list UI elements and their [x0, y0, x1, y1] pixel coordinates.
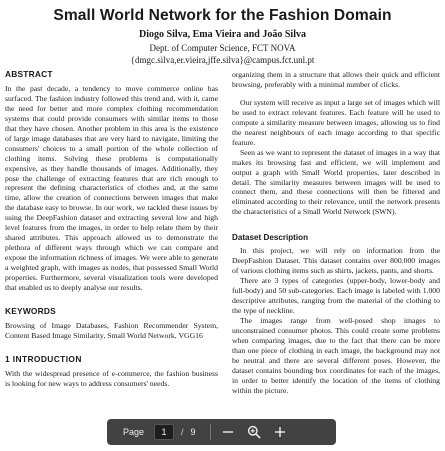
dataset-paragraph-2: There are 3 types of categories (upper-body, lower-body and full-body) and 50 sub-categories. Each image is labeled with 1.000 descriptive attributes, ranging from the material of the clothing to the type of neckline.: [232, 276, 440, 316]
zoom-in-button[interactable]: [271, 423, 289, 441]
introduction-text: With the widespread presence of e-commerce, the fashion business is looking for new ways to address consumers' needs.: [5, 368, 218, 388]
paper-affiliation: Dept. of Computer Science, FCT NOVA: [149, 43, 296, 53]
keywords-text: Browsing of Image Databases, Fashion Recommender System, Content Based Image Similarity, Small World Network, VGG16: [5, 320, 218, 340]
dataset-heading: Dataset Description: [232, 233, 309, 243]
magnifier-icon: [247, 425, 261, 439]
zoom-out-button[interactable]: [219, 423, 237, 441]
left-column: [5, 70, 218, 389]
keywords-heading: KEYWORDS: [5, 305, 56, 316]
abstract-heading: ABSTRACT: [5, 69, 53, 79]
current-page-input[interactable]: 1: [154, 424, 174, 440]
dataset-paragraph-1: In this project, we will rely on information from the DeepFashion Dataset. This dataset contains over 800.000 images of various clothing items such as shirts, jackets, pants, and shorts.: [232, 246, 440, 276]
page-separator: /: [181, 427, 184, 437]
minus-icon: [222, 426, 234, 438]
paper-title: Small World Network for the Fashion Domain: [53, 7, 392, 24]
right-column: [232, 70, 440, 396]
toolbar-divider: [210, 424, 211, 440]
zoom-button[interactable]: [245, 423, 263, 441]
right-paragraph-2: Our system will receive as input a large set of images which will be used to extract relevant features. Each feature will be used to compute a similarity measure between images, allowing us to find the nearest neighbours of each image according to that specific feature.: [232, 97, 440, 147]
paper-authors: Diogo Silva, Ema Vieira and João Silva: [139, 29, 306, 40]
dataset-paragraph-3: The images range from well-posed shop images to unconstrained consumer photos. This could create some problems when comparing images, due to the fact that there can be more than one piece of clothing in each image, the background may not be neutral and there are several different poses. However, the dataset contains bounding box coordinates for each of the images, in order to better identify the location of the items of clothing within the picture.: [232, 315, 440, 395]
right-paragraph-1: organizing them in a structure that allows their quick and efficient browsing, preferably with a minimal number of clicks.: [232, 70, 440, 89]
total-pages: 9: [190, 427, 196, 437]
abstract-text: In the past decade, a tendency to move commerce online has surfaced. The fashion industry followed this trend and, with it, came the need for better and more complex clothing recommendation systems that could provide consumers with similar items to those that they have chosen. Another problem in this area is the existence of large image databases that are very hard to navigate, limiting the consumers' choices to a small portion of the whole collection of clothing items. Solving these problems is computationally expensive, as they handle thousands of images. Additionally, they pose the challenge of extracting features that are rich enough to represent the defining characteristics of clothes and, at the same time, allow the creation of connections between images that make the database easy to browse. In our work, we tackled these issues by using the DeepFashion dataset and extracting several low and high level features from the images, in order to help relate them by their shared attributes. This approach allowed us to demonstrate the plethora of different ways through which we can compare and expose the information richness of images. We were able to generate a weighted graph, with images as nodes, that possessed Small World properties. Furthermore, several visualization tools were developed that enabled us to deeply analyse our results.: [5, 83, 218, 293]
plus-icon: [274, 426, 286, 438]
right-paragraph-3: Seen as we want to represent the dataset of images in a way that makes its browsing fast and efficient, we will implement and output a graph with Small World properties, later described in detail. The similarity measures between images will be used to connect them, and these connections will then be filtered and eliminated according to their relevance, until the network presents the characteristics of a Small World Network (SWN).: [232, 147, 440, 217]
page-label: Page: [123, 427, 145, 437]
pdf-viewer-toolbar: [107, 419, 336, 445]
paper-email: {dmgc.silva,er.vieira,jffe.silva}@campus.fct.unl.pt: [130, 55, 315, 65]
introduction-heading: 1 INTRODUCTION: [5, 353, 82, 364]
